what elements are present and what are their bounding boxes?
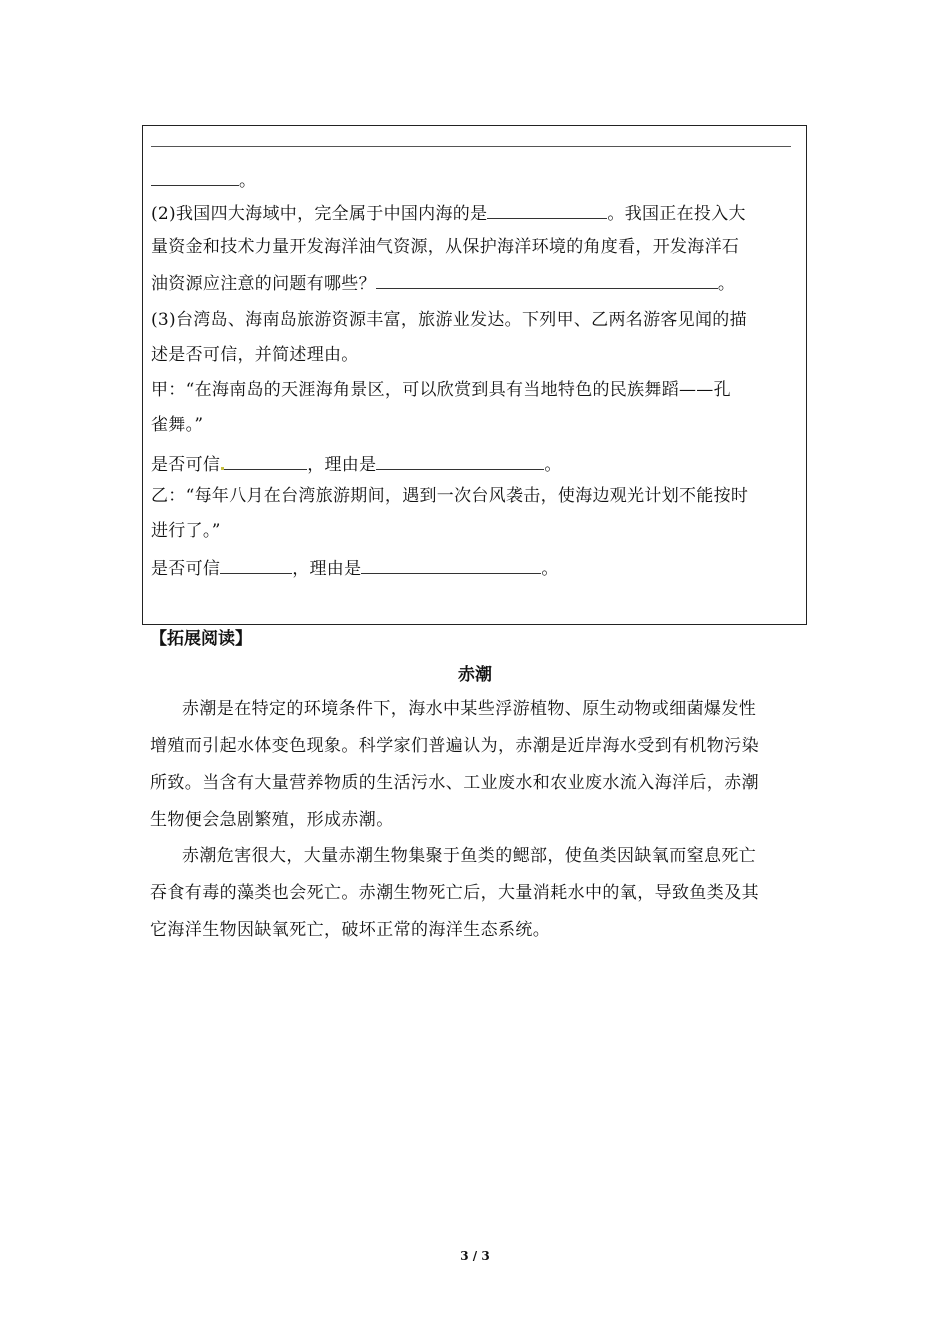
article-title: 赤潮 — [458, 665, 492, 685]
jia-answer-line: 是否可信 ，理由是 。 — [151, 452, 800, 476]
paragraph-2-line-2: 吞食有毒的藻类也会死亡。赤潮生物死亡后，大量消耗水中的氧，导致鱼类及其 — [150, 883, 759, 903]
page-number: 3 / 3 — [460, 1249, 490, 1263]
tourist-yi-line-2: 进行了。” — [151, 521, 221, 541]
tourist-yi-line-1: 乙：“每年八月在台湾旅游期间，遇到一次台风袭击，使海边观光计划不能按时 — [151, 486, 749, 506]
paragraph-1-line-3: 所致。当含有大量营养物质的生活污水、工业废水和农业废水流入海洋后，赤潮 — [150, 773, 759, 793]
question-3-line-1: (3)台湾岛、海南岛旅游资源丰富，旅游业发达。下列甲、乙两名游客见闻的描 — [151, 310, 747, 330]
paragraph-1-line-2: 增殖而引起水体变色现象。科学家们普遍认为，赤潮是近岸海水受到有机物污染 — [150, 736, 759, 756]
jia-credible-blank[interactable] — [224, 452, 307, 470]
paragraph-2-line-1: 赤潮危害很大，大量赤潮生物集聚于鱼类的鳃部，使鱼类因缺氧而窒息死亡 — [182, 846, 757, 866]
paragraph-1-line-1: 赤潮是在特定的环境条件下，海水中某些浮游植物、原生动物或细菌爆发性 — [182, 699, 757, 719]
paragraph-1-line-4: 生物便会急剧繁殖，形成赤潮。 — [150, 810, 394, 830]
question-2-line-3: 油资源应注意的问题有哪些？ 。 — [151, 271, 800, 295]
answer-underline-long — [151, 146, 791, 147]
question-box — [142, 125, 807, 625]
question-2-line-1: (2)我国四大海域中，完全属于中国内海的是 。我国正在投入大 — [151, 201, 800, 225]
answer-blank[interactable] — [151, 168, 239, 186]
jia-reason-blank[interactable] — [376, 452, 544, 470]
yi-reason-blank[interactable] — [361, 556, 541, 574]
section-heading: 【拓展阅读】 — [150, 629, 252, 649]
paragraph-2-line-3: 它海洋生物因缺氧死亡，破坏正常的海洋生态系统。 — [150, 920, 551, 940]
tourist-jia-line-1: 甲：“在海南岛的天涯海角景区，可以欣赏到具有当地特色的民族舞蹈——孔 — [151, 380, 731, 400]
answer-line-continuation: 。 — [151, 168, 800, 192]
question-2-line-2: 量资金和技术力量开发海洋油气资源，从保护海洋环境的角度看，开发海洋石 — [151, 237, 740, 257]
inner-sea-answer-blank[interactable] — [487, 201, 607, 219]
yi-answer-line: 是否可信 ，理由是 。 — [151, 556, 800, 580]
tourist-jia-line-2: 雀舞。” — [151, 415, 204, 435]
oil-issue-answer-blank[interactable] — [376, 271, 718, 289]
question-3-line-2: 述是否可信，并简述理由。 — [151, 345, 359, 365]
yi-credible-blank[interactable] — [220, 556, 292, 574]
